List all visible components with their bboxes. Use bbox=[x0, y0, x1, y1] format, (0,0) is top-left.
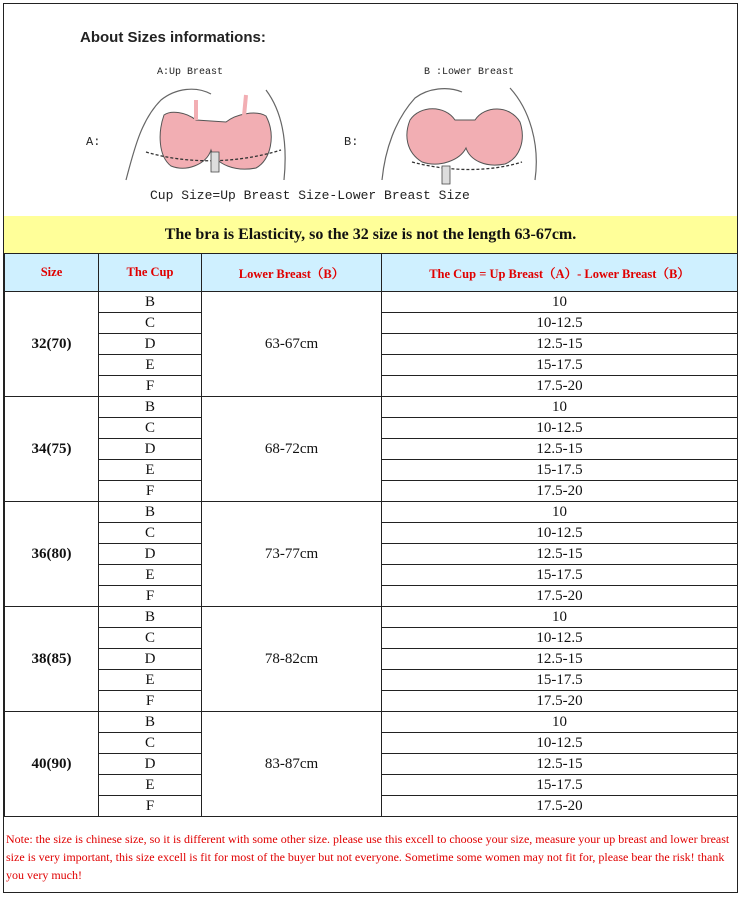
cup-cell: D bbox=[99, 544, 202, 565]
table-row bbox=[5, 712, 738, 733]
cup-difference-cell: 15-17.5 bbox=[382, 460, 738, 481]
size-note: Note: the size is chinese size, so it is different with some other size. please use this excell to choose your size, measure your up breast and lower breast size is very important, this size excell is fit for most of the buyer but not everyone. Sometime some women may not fit for, please bear the risk! thank you very much! bbox=[6, 832, 730, 882]
cup-difference-cell: 17.5-20 bbox=[382, 796, 738, 817]
cup-cell: D bbox=[99, 649, 202, 670]
lower-breast-cell: 73-77cm bbox=[202, 502, 382, 607]
cup-cell: D bbox=[99, 334, 202, 355]
table-row bbox=[5, 292, 738, 313]
cup-cell: C bbox=[99, 628, 202, 649]
size-cell: 32(70) bbox=[5, 292, 99, 397]
cup-difference-cell: 10-12.5 bbox=[382, 628, 738, 649]
header-size: Size bbox=[5, 254, 99, 292]
cup-difference-cell: 17.5-20 bbox=[382, 481, 738, 502]
cup-cell: C bbox=[99, 418, 202, 439]
cup-difference-cell: 12.5-15 bbox=[382, 439, 738, 460]
cup-difference-cell: 15-17.5 bbox=[382, 565, 738, 586]
cup-size-formula: Cup Size=Up Breast Size-Lower Breast Size bbox=[150, 188, 470, 203]
cup-difference-cell: 12.5-15 bbox=[382, 334, 738, 355]
cup-cell: E bbox=[99, 775, 202, 796]
lower-breast-cell: 83-87cm bbox=[202, 712, 382, 817]
size-cell: 40(90) bbox=[5, 712, 99, 817]
cup-cell: E bbox=[99, 460, 202, 481]
figure-a-label: A: bbox=[86, 135, 101, 149]
cup-difference-cell: 12.5-15 bbox=[382, 649, 738, 670]
up-breast-caption: A:Up Breast bbox=[157, 67, 224, 78]
cup-cell: F bbox=[99, 481, 202, 502]
cup-cell: B bbox=[99, 607, 202, 628]
cup-cell: B bbox=[99, 502, 202, 523]
cup-cell: E bbox=[99, 565, 202, 586]
cup-difference-cell: 10-12.5 bbox=[382, 313, 738, 334]
lower-breast-cell: 63-67cm bbox=[202, 292, 382, 397]
measurement-diagram bbox=[4, 4, 737, 217]
size-chart-sheet bbox=[3, 3, 738, 893]
cup-cell: F bbox=[99, 796, 202, 817]
cup-cell: F bbox=[99, 586, 202, 607]
cup-cell: B bbox=[99, 292, 202, 313]
cup-cell: E bbox=[99, 670, 202, 691]
cup-cell: E bbox=[99, 355, 202, 376]
cup-cell: B bbox=[99, 712, 202, 733]
cup-difference-cell: 10 bbox=[382, 607, 738, 628]
cup-cell: D bbox=[99, 754, 202, 775]
cup-cell: F bbox=[99, 376, 202, 397]
table-row bbox=[5, 607, 738, 628]
cup-cell: C bbox=[99, 523, 202, 544]
cup-cell: B bbox=[99, 397, 202, 418]
cup-difference-cell: 17.5-20 bbox=[382, 586, 738, 607]
cup-difference-cell: 12.5-15 bbox=[382, 754, 738, 775]
cup-difference-cell: 10 bbox=[382, 712, 738, 733]
table-row bbox=[5, 502, 738, 523]
cup-difference-cell: 10-12.5 bbox=[382, 733, 738, 754]
cup-difference-cell: 12.5-15 bbox=[382, 544, 738, 565]
header-the-cup: The Cup bbox=[99, 254, 202, 292]
figure-b-illustration bbox=[370, 80, 550, 188]
cup-difference-cell: 15-17.5 bbox=[382, 775, 738, 796]
lower-breast-cell: 68-72cm bbox=[202, 397, 382, 502]
cup-difference-cell: 10-12.5 bbox=[382, 523, 738, 544]
cup-difference-cell: 10 bbox=[382, 397, 738, 418]
cup-difference-cell: 10 bbox=[382, 502, 738, 523]
figure-a-illustration bbox=[116, 80, 301, 188]
cup-difference-cell: 17.5-20 bbox=[382, 376, 738, 397]
cup-difference-cell: 17.5-20 bbox=[382, 691, 738, 712]
cup-cell: D bbox=[99, 439, 202, 460]
size-table bbox=[4, 253, 738, 817]
elasticity-banner: The bra is Elasticity, so the 32 size is not the length 63-67cm. bbox=[4, 216, 737, 254]
size-cell: 34(75) bbox=[5, 397, 99, 502]
cup-difference-cell: 15-17.5 bbox=[382, 670, 738, 691]
header-lower-breast: Lower Breast（B） bbox=[202, 254, 382, 292]
table-header-row bbox=[5, 254, 738, 292]
table-row bbox=[5, 397, 738, 418]
cup-difference-cell: 10-12.5 bbox=[382, 418, 738, 439]
size-cell: 36(80) bbox=[5, 502, 99, 607]
diagram-title: About Sizes informations: bbox=[80, 29, 266, 46]
header-cup-formula: The Cup = Up Breast（A）- Lower Breast（B） bbox=[382, 254, 738, 292]
figure-b-label: B: bbox=[344, 135, 359, 149]
lower-breast-cell: 78-82cm bbox=[202, 607, 382, 712]
cup-difference-cell: 10 bbox=[382, 292, 738, 313]
cup-cell: C bbox=[99, 313, 202, 334]
cup-cell: C bbox=[99, 733, 202, 754]
cup-difference-cell: 15-17.5 bbox=[382, 355, 738, 376]
lower-breast-caption: B :Lower Breast bbox=[424, 67, 515, 78]
size-cell: 38(85) bbox=[5, 607, 99, 712]
cup-cell: F bbox=[99, 691, 202, 712]
